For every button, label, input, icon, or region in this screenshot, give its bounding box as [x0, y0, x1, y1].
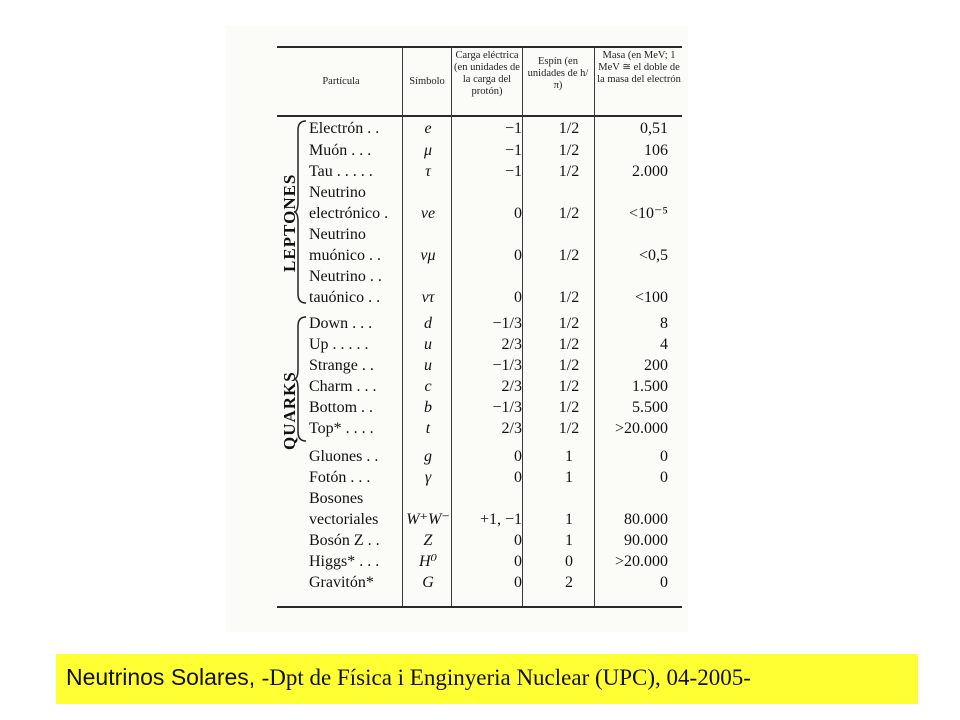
header-bottom-rule	[277, 115, 682, 117]
table-row	[226, 509, 688, 530]
particle-symbol: γ	[424, 469, 432, 486]
particle-symbol: W⁺W⁻	[406, 511, 450, 528]
header-charge: Carga eléctrica (en unidades de la carga del protón)	[454, 50, 520, 97]
particle-symbol: g	[424, 448, 432, 465]
particle-spin: 1/2	[558, 142, 580, 159]
particle-symbol: G	[422, 574, 434, 591]
particle-spin: 1/2	[558, 247, 580, 264]
particle-spin: 1/2	[558, 399, 580, 416]
particle-charge: +1, −1	[479, 511, 522, 528]
particle-mass: >20.000	[614, 420, 668, 437]
table-row	[226, 245, 688, 266]
group-label-quarks: QUARKS	[280, 371, 299, 450]
particle-name: Neutrino	[309, 226, 366, 243]
table-row	[226, 418, 688, 439]
footer-title: Neutrinos Solares,	[66, 664, 256, 690]
particle-spin: 1/2	[558, 357, 580, 374]
table-row	[226, 355, 688, 376]
table-row	[226, 530, 688, 551]
particle-symbol: νμ	[420, 247, 436, 264]
particle-symbol: u	[424, 357, 432, 374]
table-row	[226, 313, 688, 334]
particle-charge: 0	[514, 574, 522, 591]
particle-charge: 2/3	[501, 420, 522, 437]
particle-charge: −1/3	[492, 357, 522, 374]
table-row	[226, 397, 688, 418]
table-row	[226, 140, 688, 161]
particle-mass: 5.500	[632, 399, 668, 416]
particle-symbol: H⁰	[419, 553, 437, 570]
particle-mass: 0,51	[640, 120, 668, 137]
footer-subtitle: -Dpt de Física i Enginyeria Nuclear (UPC), 04-2005-	[261, 665, 751, 690]
particle-spin: 0	[565, 553, 573, 570]
particle-symbol: Z	[423, 532, 433, 549]
particle-charge: 0	[514, 532, 522, 549]
particle-name: Down . . .	[309, 315, 373, 332]
table-row	[226, 266, 688, 287]
particle-spin: 1/2	[558, 378, 580, 395]
particle-name: Bottom . .	[309, 399, 374, 416]
table-row	[226, 224, 688, 245]
particle-spin: 1	[565, 511, 573, 528]
particle-symbol: t	[425, 420, 431, 437]
table-row	[226, 488, 688, 509]
scanned-table-image	[226, 26, 688, 632]
particle-name: Neutrino	[309, 184, 366, 201]
particle-charge: −1	[504, 163, 522, 180]
particle-name: Gluones . .	[309, 448, 379, 465]
particle-symbol: ντ	[421, 289, 435, 306]
particle-spin: 1/2	[558, 420, 580, 437]
particle-charge: 0	[514, 205, 522, 222]
particle-mass: 200	[644, 357, 668, 374]
particle-name: Up . . . . .	[309, 336, 369, 353]
particle-charge: 0	[514, 289, 522, 306]
particle-charge: 2/3	[501, 378, 522, 395]
group-label-leptons: LEPTONES	[280, 173, 299, 272]
particle-symbol: c	[424, 378, 432, 395]
particle-mass: 106	[644, 142, 668, 159]
particle-spin: 1	[565, 532, 573, 549]
header-mass: Masa (en MeV; 1 MeV ≅ el doble de la masa del electrón	[597, 50, 681, 85]
table-row	[226, 572, 688, 593]
particle-name: Strange . .	[309, 357, 374, 374]
particle-symbol: d	[424, 315, 432, 332]
particle-spin: 1	[565, 448, 573, 465]
particle-spin: 1/2	[558, 120, 580, 137]
particle-charge: −1/3	[492, 315, 522, 332]
particle-mass: <100	[634, 289, 668, 306]
particle-charge: 0	[514, 247, 522, 264]
particle-charge: 0	[514, 553, 522, 570]
table-row	[226, 118, 688, 139]
table-row	[226, 446, 688, 467]
particle-charge: −1/3	[492, 399, 522, 416]
particle-mass: 0	[660, 469, 668, 486]
particle-symbol: τ	[425, 163, 431, 180]
particle-name: vectoriales	[309, 511, 379, 528]
particle-charge: −1	[504, 120, 522, 137]
table-bottom-rule	[277, 606, 682, 608]
table-row	[226, 161, 688, 182]
header-particle: Partícula	[322, 76, 360, 87]
particle-symbol: μ	[423, 142, 433, 159]
particle-mass: <0,5	[638, 247, 668, 264]
particle-name: Bosón Z . .	[309, 532, 380, 549]
particle-symbol: u	[424, 336, 432, 353]
particle-name: electrónico .	[309, 205, 389, 222]
table-row	[226, 376, 688, 397]
particle-name: tauónico . .	[309, 289, 381, 306]
table-row	[226, 551, 688, 572]
particle-symbol: e	[424, 120, 432, 137]
particle-mass: 0	[660, 574, 668, 591]
table-row	[226, 182, 688, 203]
particle-charge: −1	[504, 142, 522, 159]
particle-mass: 90.000	[624, 532, 668, 549]
particle-spin: 1/2	[558, 289, 580, 306]
particle-spin: 1/2	[558, 205, 580, 222]
particle-name: Gravitón*	[309, 574, 374, 591]
particle-name: Higgs* . . .	[309, 553, 380, 570]
footer-banner	[56, 654, 918, 704]
particle-spin: 1/2	[558, 163, 580, 180]
particle-charge: 0	[514, 469, 522, 486]
particle-name: Neutrino . .	[309, 268, 382, 285]
particle-mass: 1.500	[632, 378, 668, 395]
particle-charge: 2/3	[501, 336, 522, 353]
table-row	[226, 467, 688, 488]
particle-name: Electrón . .	[309, 120, 380, 137]
particle-mass: >20.000	[614, 553, 668, 570]
particle-name: Fotón . . .	[309, 469, 371, 486]
footer-text	[66, 664, 751, 691]
particle-mass: <10⁻⁵	[628, 205, 668, 222]
particle-name: Charm . . .	[309, 378, 377, 395]
particle-charge: 0	[514, 448, 522, 465]
particle-name: Top* . . . .	[309, 420, 374, 437]
particle-spin: 1/2	[558, 315, 580, 332]
particle-spin: 1/2	[558, 336, 580, 353]
table-row	[226, 334, 688, 355]
particle-name: muónico . .	[309, 247, 381, 264]
particle-name: Bosones	[309, 490, 364, 507]
particle-symbol: νe	[420, 205, 436, 222]
particle-spin: 1	[565, 469, 573, 486]
particle-name: Tau . . . . .	[309, 163, 373, 180]
particle-spin: 2	[565, 574, 573, 591]
table-row	[226, 203, 688, 224]
particle-mass: 4	[660, 336, 668, 353]
header-symbol: Símbolo	[409, 76, 445, 87]
table-top-rule	[277, 46, 682, 48]
particle-symbol: b	[424, 399, 432, 416]
particle-mass: 2.000	[632, 163, 668, 180]
particle-mass: 0	[660, 448, 668, 465]
particle-mass: 8	[660, 315, 668, 332]
table-row	[226, 287, 688, 308]
particle-mass: 80.000	[624, 511, 668, 528]
header-spin: Espín (en unidades de h/π)	[527, 56, 589, 91]
particle-name: Muón . . .	[309, 142, 372, 159]
